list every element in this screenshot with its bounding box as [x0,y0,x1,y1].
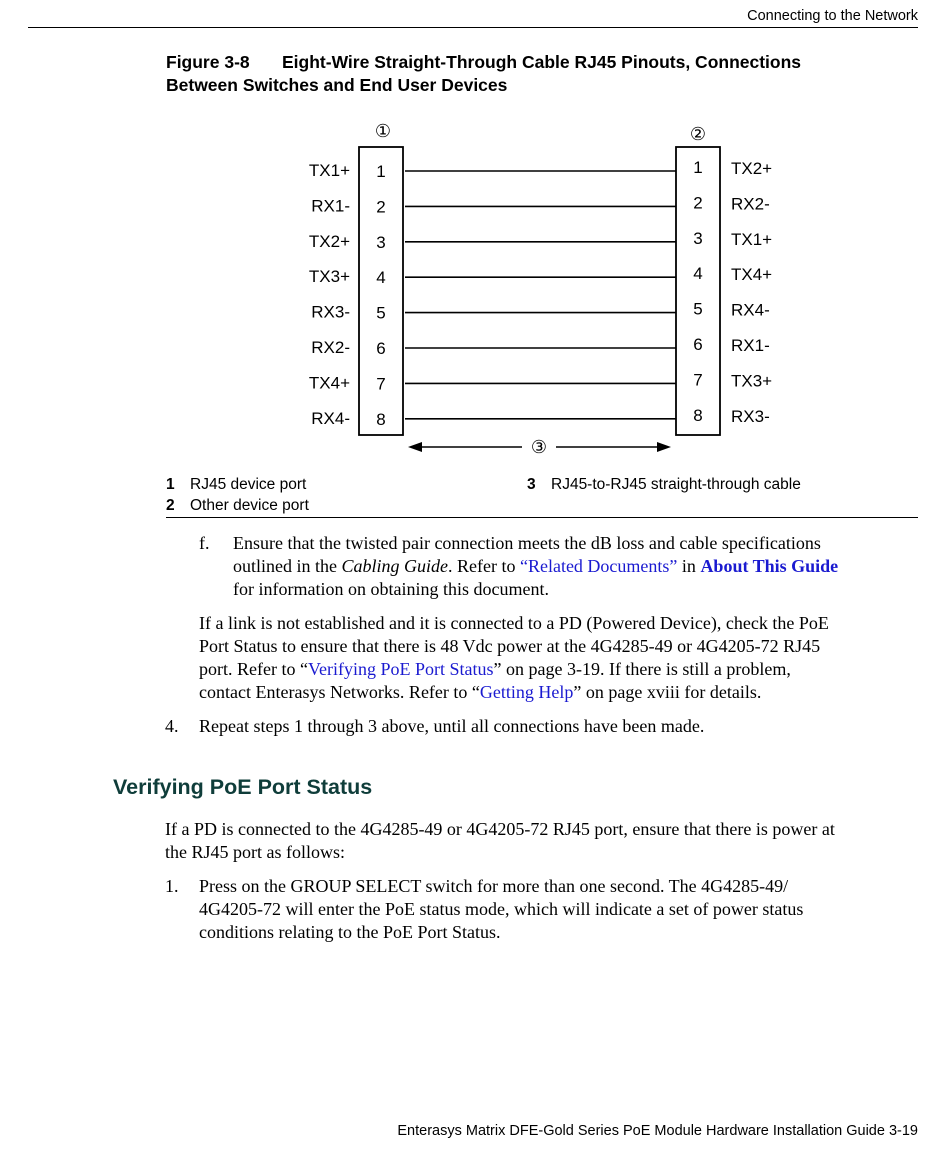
running-header: Connecting to the Network [747,8,918,24]
legend-text: RJ45-to-RJ45 straight-through cable [551,476,801,493]
right-signal-label: RX1- [731,336,770,355]
left-signal-label: TX4+ [308,373,350,393]
left-signal-label: RX3- [311,302,350,322]
legend-rule [166,517,918,518]
step-f-line2c: in [677,556,701,576]
right-pin-number: 8 [693,405,703,425]
left-pin-number: 7 [376,374,386,394]
right-pin-number: 2 [693,193,703,213]
step-4-text: Repeat steps 1 through 3 above, until all connections have been made. [199,716,705,736]
left-pin-number: 6 [376,339,386,358]
section-heading: Verifying PoE Port Status [113,775,373,799]
legend-number: 3 [527,476,536,493]
right-signal-label: TX2+ [731,159,773,178]
step-f-text [233,532,923,601]
right-pin-number: 5 [693,299,703,319]
left-pin-number: 5 [376,303,386,323]
figure-title-line2: Between Switches and End User Devices [166,75,508,95]
right-signal-label: RX3- [731,406,770,426]
right-pin-number: 7 [693,370,703,390]
left-pin-number: 4 [376,268,386,288]
right-pin-number: 6 [693,335,703,354]
cable-arrow-right-head [657,442,671,452]
step-f-line1: Ensure that the twisted pair connection meets the dB loss and cable specifications [233,533,821,553]
callout-1: ① [374,121,392,142]
left-signal-label: RX2- [311,338,350,357]
left-signal-label: RX1- [311,196,350,216]
cabling-guide-title: Cabling Guide [341,556,448,576]
figure-number: Figure 3-8 [166,52,250,72]
right-signal-label: RX2- [731,194,770,214]
cable-arrow-left-head [408,442,422,452]
intro-line1: If a PD is connected to the 4G4285-49 or 4G4205-72 RJ45 port, ensure that there is power at [165,819,835,839]
page-footer: Enterasys Matrix DFE-Gold Series PoE Module Hardware Installation Guide 3-19 [397,1123,918,1139]
getting-help-link[interactable]: Getting Help [479,682,574,702]
callout-3: ③ [530,437,548,458]
step-1-line1: Press on the GROUP SELECT switch for more than one second. The 4G4285-49/ [199,876,789,896]
left-signal-label: RX4- [311,408,350,428]
legend-text: RJ45 device port [190,476,307,493]
legend-number: 2 [166,497,175,514]
pinout-diagram [0,0,950,470]
right-connector-box [676,147,720,435]
step-1-line2: 4G4205-72 will enter the PoE status mode, which will indicate a set of power status [199,899,804,919]
right-signal-label: RX4- [731,300,770,320]
right-pin-number: 1 [693,158,703,177]
intro-line2: the RJ45 port as follows: [165,842,345,862]
pd-line3a: port. Refer to “ [199,659,308,679]
pd-line4a: contact Enterasys Networks. Refer to “ [199,682,480,702]
right-signal-label: TX3+ [731,371,773,391]
pd-line2: Port Status to ensure that there is 48 Vdc power at the 4G4285-49 or 4G4205-72 RJ45 [199,636,821,656]
legend-text: Other device port [190,497,309,514]
step-1-line3: conditions relating to the PoE Port Status. [199,922,501,942]
related-documents-link[interactable]: “Related Documents” [519,556,678,576]
figure-title-line1: Eight-Wire Straight-Through Cable RJ45 Pinouts, Connections [282,52,802,72]
right-signal-label: TX4+ [731,265,773,285]
left-pin-number: 1 [376,162,386,181]
left-signal-label: TX2+ [308,231,350,251]
step-f-line2a: outlined in the [233,556,342,576]
step-1-text [199,875,919,944]
legend-item-2 [166,497,309,515]
left-signal-label: TX1+ [308,161,350,180]
verifying-poe-link[interactable]: Verifying PoE Port Status [307,659,494,679]
step-f-marker: f. [199,533,210,553]
legend-item-1 [166,476,306,494]
pd-line1: If a link is not established and it is connected to a PD (Powered Device), check the PoE [199,613,829,633]
step-1-marker: 1. [165,876,179,896]
left-pin-number: 8 [376,409,386,429]
right-signal-label: TX1+ [731,229,773,249]
pd-paragraph [199,612,924,704]
callout-2: ② [689,124,707,145]
section-intro [165,818,925,864]
legend-number: 1 [166,476,175,493]
pd-line4b: ” on page xviii for details. [573,682,762,702]
right-pin-number: 4 [693,264,703,284]
right-pin-number: 3 [693,228,703,248]
left-signal-label: TX3+ [308,267,350,287]
step-f-line3: for information on obtaining this document. [233,579,549,599]
pd-line3b: ” on page 3-19. If there is still a problem, [493,659,791,679]
about-this-guide-link[interactable]: About This Guide [700,556,839,576]
step-f-line2b: . Refer to [447,556,520,576]
left-pin-number: 3 [376,232,386,252]
legend-item-3 [527,476,801,494]
left-pin-number: 2 [376,197,386,217]
step-4-marker: 4. [165,716,179,736]
